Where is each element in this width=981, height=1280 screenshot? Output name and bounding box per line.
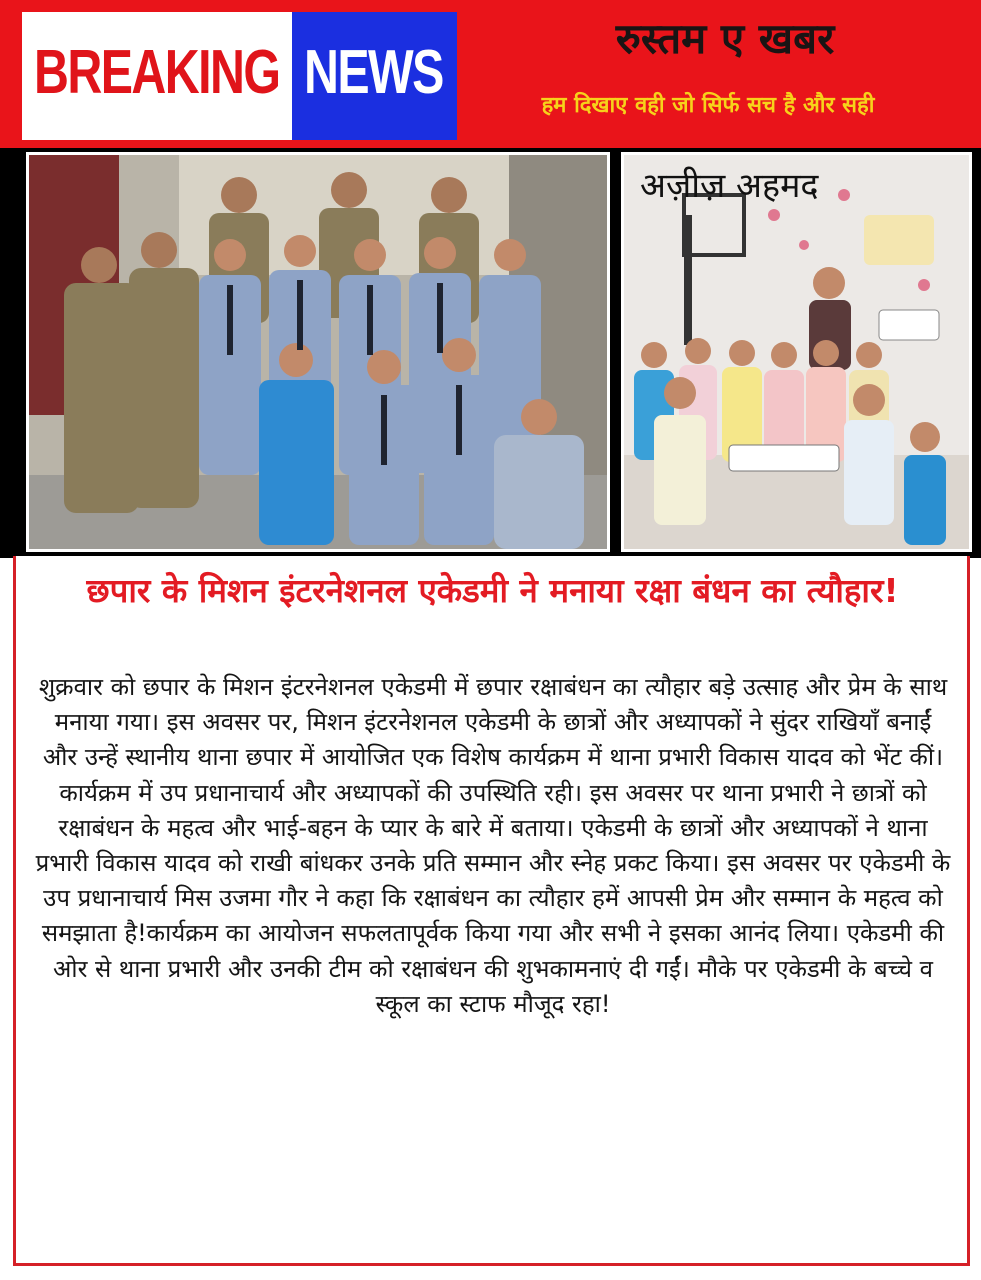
kids-photo (621, 152, 972, 552)
masthead (0, 0, 981, 148)
group-photo (26, 152, 610, 552)
article-headline: छपार के मिशन इंटरनेशनल एकेडमी ने मनाया रक्षा बंधन का त्यौहार! (86, 571, 899, 610)
breaking-label: BREAKING (34, 38, 280, 107)
group-photo-illustration (29, 155, 607, 549)
kids-photo-illustration (624, 155, 969, 549)
tagline: हम दिखाए वही जो सिर्फ सच है और सही (541, 93, 875, 118)
paper-name: रुस्तम ए खबर (615, 14, 835, 63)
article-body: शुक्रवार को छपार के मिशन इंटरनेशनल एकेडमी में छपार रक्षाबंधन का त्यौहार बड़े उत्साह और प्रेम के साथ मनाया गया। इस अवसर पर, मिशन इंटरनेशनल एकेडमी के छात्रों और अध्यापकों ने सुंदर राखियाँ बनाईं और उन्हें स्थानीय थाना छपार में आयोजित एक विशेष कार्यक्रम में थाना प्रभारी विकास यादव को भेंट कीं। कार्यक्रम में उप प्रधानाचार्य और अध्यापकों की उपस्थिति रही। इस अवसर पर थाना प्रभारी ने छात्रों को रक्षाबंधन के महत्व और भाई-बहन के प्यार के बारे में बताया। एकेडमी के छात्रों और अध्यापकों ने थाना प्रभारी विकास यादव को राखी बांधकर उनके प्रति सम्मान और स्नेह प्रकट किया। इस अवसर पर एकेडमी के उप प्रधानाचार्य मिस उजमा गौर ने कहा कि रक्षाबंधन का त्यौहार हमें आपसी प्रेम और सम्मान के महत्व को समझाता है!कार्यक्रम का आयोजन सफलतापूर्वक किया गया और सभी ने इसका आनंद लिया। एकेडमी की ओर से थाना प्रभारी और उनकी टीम को रक्षाबंधन की शुभकामनाएं दी गईं। मौके पर एकेडमी के बच्चे व स्कूल का स्टाफ मौजूद रहा! (35, 673, 951, 1018)
news-label: NEWS (304, 38, 443, 107)
article (13, 556, 970, 1266)
reporter-name: अज़ीज़ अहमद (640, 166, 819, 206)
